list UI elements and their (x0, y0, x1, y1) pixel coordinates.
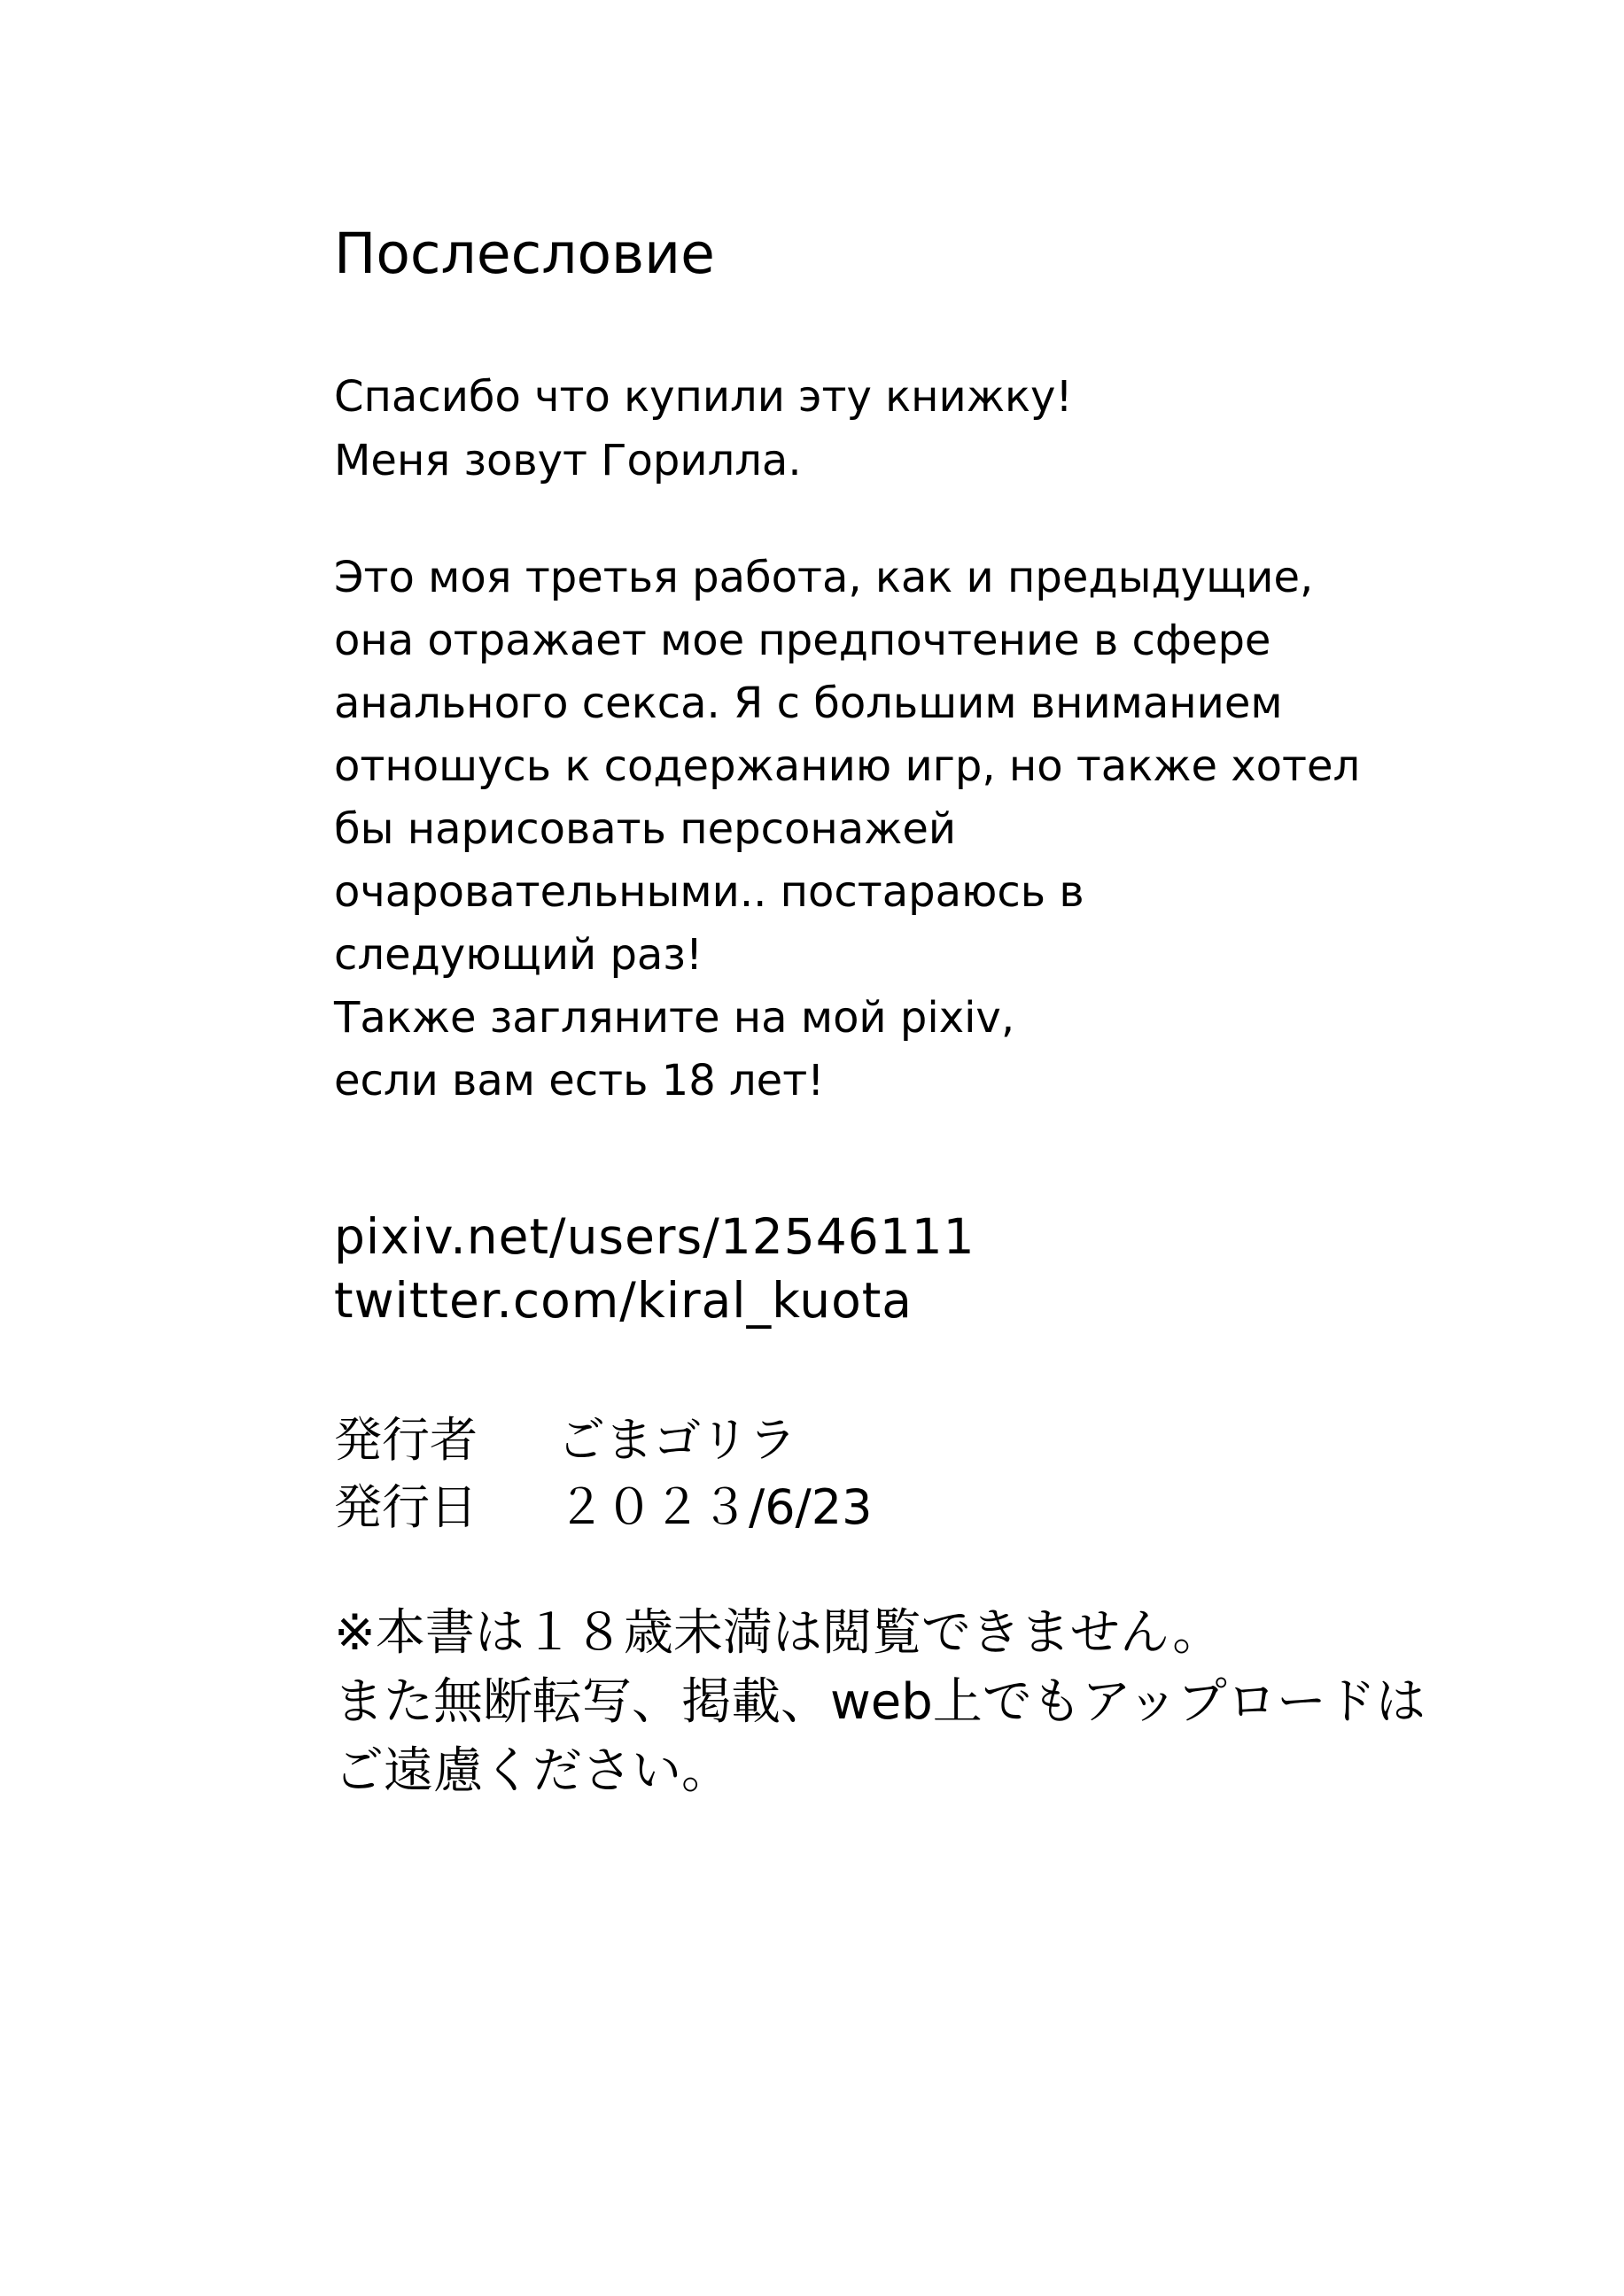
publish-date-value: ２０２３/6/23 (557, 1479, 873, 1535)
pixiv-link: pixiv.net/users/12546111 (334, 1208, 975, 1265)
greeting-line: Спасибо что купили эту книжку! (334, 372, 1073, 422)
body-line: она отражает мое предпочтение в сфере (334, 616, 1271, 665)
publisher-label: 発行者 (334, 1412, 478, 1468)
body-line: отношусь к содержанию игр, но также хотел (334, 741, 1361, 791)
page-title: Послесловие (334, 221, 715, 286)
publisher-value: ごまゴリラ (557, 1412, 796, 1468)
body-line: Это моя третья работа, как и предыдущие, (334, 553, 1314, 602)
body-line: очаровательными.. постараюсь в (334, 867, 1084, 917)
body-line: анального секса. Я с большим вниманием (334, 679, 1283, 728)
notice-line: また無断転写、掲載、web上でもアップロードは (334, 1673, 1426, 1731)
notice-line: ※本書は１８歳未満は閲覧できません。 (334, 1604, 1223, 1662)
twitter-link: twitter.com/kiral_kuota (334, 1272, 913, 1329)
body-line: бы нарисовать персонажей (334, 804, 957, 854)
body-paragraph (334, 547, 1360, 1113)
greeting-paragraph (334, 365, 1073, 493)
publisher-row (334, 1407, 872, 1474)
age-restriction-notice (334, 1599, 1426, 1806)
body-line: если вам есть 18 лет! (334, 1056, 825, 1105)
body-line: Также загляните на мой pixiv, (334, 993, 1015, 1043)
publish-date-label: 発行日 (334, 1479, 478, 1535)
links-section (334, 1205, 975, 1332)
body-line: следующий раз! (334, 930, 703, 980)
publish-date-row (334, 1474, 872, 1541)
greeting-line: Меня зовут Горилла. (334, 436, 802, 485)
colophon (334, 1407, 872, 1541)
notice-line: ご遠慮ください。 (334, 1742, 731, 1800)
